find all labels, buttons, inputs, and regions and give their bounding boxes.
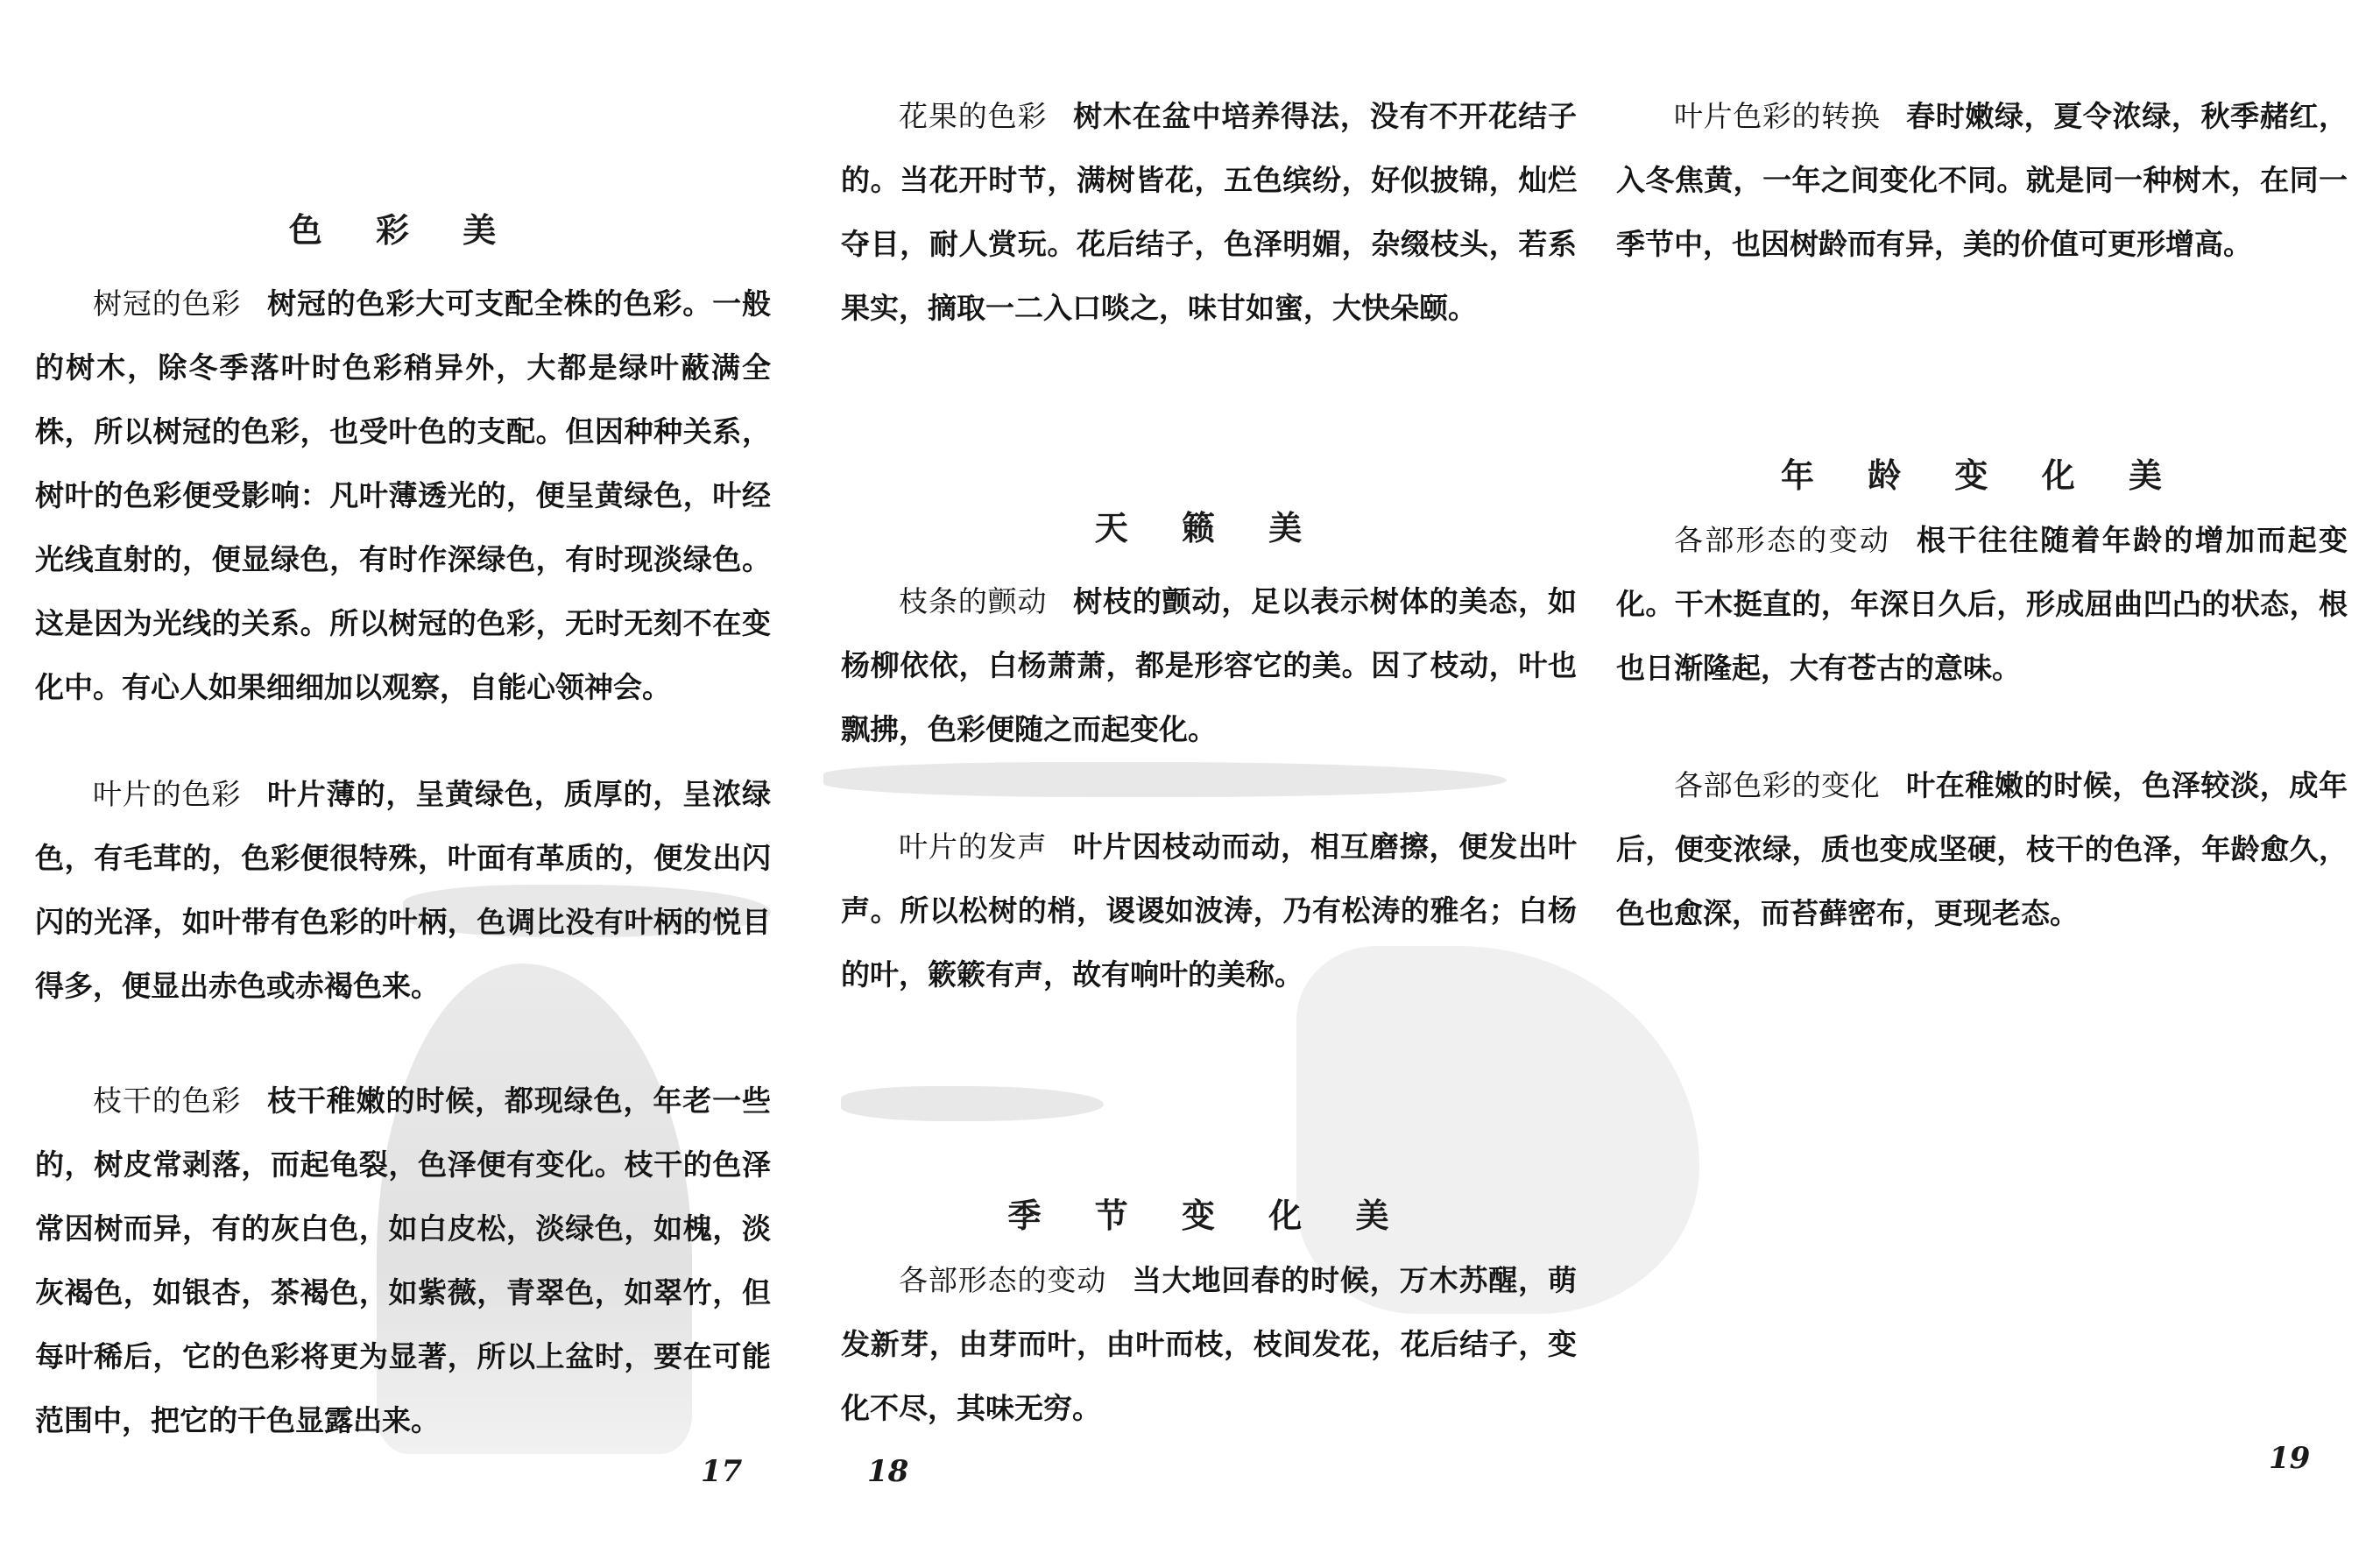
paragraph-lead-label: 叶片的发声: [899, 829, 1048, 864]
page-17-column: [35, 0, 771, 1546]
paragraph-flower-fruit-color: [841, 84, 1577, 340]
paragraph-text: 树木在盆中培养得法，没有不开花结子的。当花开时节，满树皆花，五色缤纷，好似披锦，灿烂夺目，耐人赏玩。花后结子，色泽明媚，杂缀枝头，若系果实，摘取一二入口啖之，味甘如蜜，大快朵颐。: [841, 99, 1578, 325]
paragraph-text: 叶片薄的，呈黄绿色，质厚的，呈浓绿色，有毛茸的，色彩便很特殊，叶面有革质的，便发出闪闪的光泽，如叶带有色彩的叶柄，色调比没有叶柄的悦目得多，便显出赤色或赤褐色来。: [35, 777, 772, 1003]
paragraph-lead-label: 各部色彩的变化: [1674, 768, 1881, 802]
page-number-19: 19: [2269, 1441, 2311, 1476]
paragraph-age-form-change: [1616, 508, 2348, 700]
paragraph-text: 树冠的色彩大可支配全株的色彩。一般的树木，除冬季落叶时色彩稍异外，大都是绿叶蔽满全株，所以树冠的色彩，也受叶色的支配。但因种种关系，树叶的色彩便受影响：凡叶薄透光的，便呈黄绿色，叶经光线直射的，便显绿色，有时作深绿色，有时现淡绿色。这是因为光线的关系。所以树冠的色彩，无时无刻不在变化中。有心人如果细细加以观察，自能心领神会。: [35, 286, 772, 704]
page-number-17: 17: [701, 1454, 743, 1489]
section-heading-natural-sound-beauty: 天 籁 美: [1094, 508, 1324, 547]
paragraph-text: 叶片因枝动而动，相互磨擦，便发出叶声。所以松树的梢，谡谡如波涛，乃有松涛的雅名；白杨的叶，簌簌有声，故有响叶的美称。: [841, 829, 1578, 992]
paragraph-seasonal-form-change: [841, 1248, 1577, 1440]
paragraph-text: 树枝的颤动，足以表示树体的美态，如杨柳依依，白杨萧萧，都是形容它的美。因了枝动，叶也飘拂，色彩便随之而起变化。: [841, 584, 1578, 746]
paragraph-lead-label: 枝干的色彩: [93, 1084, 242, 1118]
page-number-18: 18: [867, 1454, 909, 1489]
paragraph-lead-label: 各部形态的变动: [899, 1263, 1107, 1297]
paragraph-trunk-color: [35, 1069, 771, 1452]
paragraph-branch-motion: [841, 569, 1577, 761]
section-heading-color-beauty: 色 彩 美: [288, 210, 518, 250]
paragraph-age-color-change: [1616, 753, 2348, 945]
paragraph-text: 根干往往随着年龄的增加而起变化。干木挺直的，年深日久后，形成屈曲凹凸的状态，根也日渐隆起，大有苍古的意味。: [1616, 523, 2348, 685]
paragraph-lead-label: 树冠的色彩: [93, 286, 242, 321]
paragraph-lead-label: 叶片的色彩: [93, 777, 242, 811]
paragraph-lead-label: 叶片色彩的转换: [1674, 99, 1881, 133]
paragraph-leaf-sound: [841, 815, 1577, 1006]
section-heading-seasonal-change-beauty: 季 节 变 化 美: [1007, 1196, 1410, 1235]
paragraph-text: 枝干稚嫩的时候，都现绿色，年老一些的，树皮常剥落，而起龟裂，色泽便有变化。枝干的色泽常因树而异，有的灰白色，如白皮松，淡绿色，如槐，淡灰褐色，如银杏，茶褐色，如紫薇，青翠色，如翠竹，但每叶稀后，它的色彩将更为显著，所以上盆时，要在可能范围中，把它的干色显露出来。: [35, 1084, 772, 1437]
paragraph-leaf-color: [35, 762, 771, 1018]
paragraph-crown-color: [35, 272, 771, 719]
section-heading-age-change-beauty: 年 龄 变 化 美: [1781, 455, 2183, 495]
paragraph-lead-label: 枝条的颤动: [899, 584, 1048, 618]
paragraph-text: 叶在稚嫩的时候，色泽较淡，成年后，便变浓绿，质也变成坚硬，枝干的色泽，年龄愈久，色也愈深，而苔藓密布，更现老态。: [1616, 768, 2348, 930]
paragraph-lead-label: 花果的色彩: [899, 99, 1048, 133]
paragraph-text: 当大地回春的时候，万木苏醒，萌发新芽，由芽而叶，由叶而枝，枝间发花，花后结子，变化不尽，其味无穷。: [841, 1263, 1578, 1425]
paragraph-lead-label: 各部形态的变动: [1674, 523, 1891, 557]
paragraph-text: 春时嫩绿，夏令浓绿，秋季赭红，入冬焦黄，一年之间变化不同。就是同一种树木，在同一季节中，也因树龄而有异，美的价值可更形增高。: [1616, 99, 2348, 261]
page-18-column: [841, 0, 1577, 1546]
page-19-column: [1616, 0, 2348, 1546]
paragraph-leaf-color-change: [1616, 84, 2348, 276]
